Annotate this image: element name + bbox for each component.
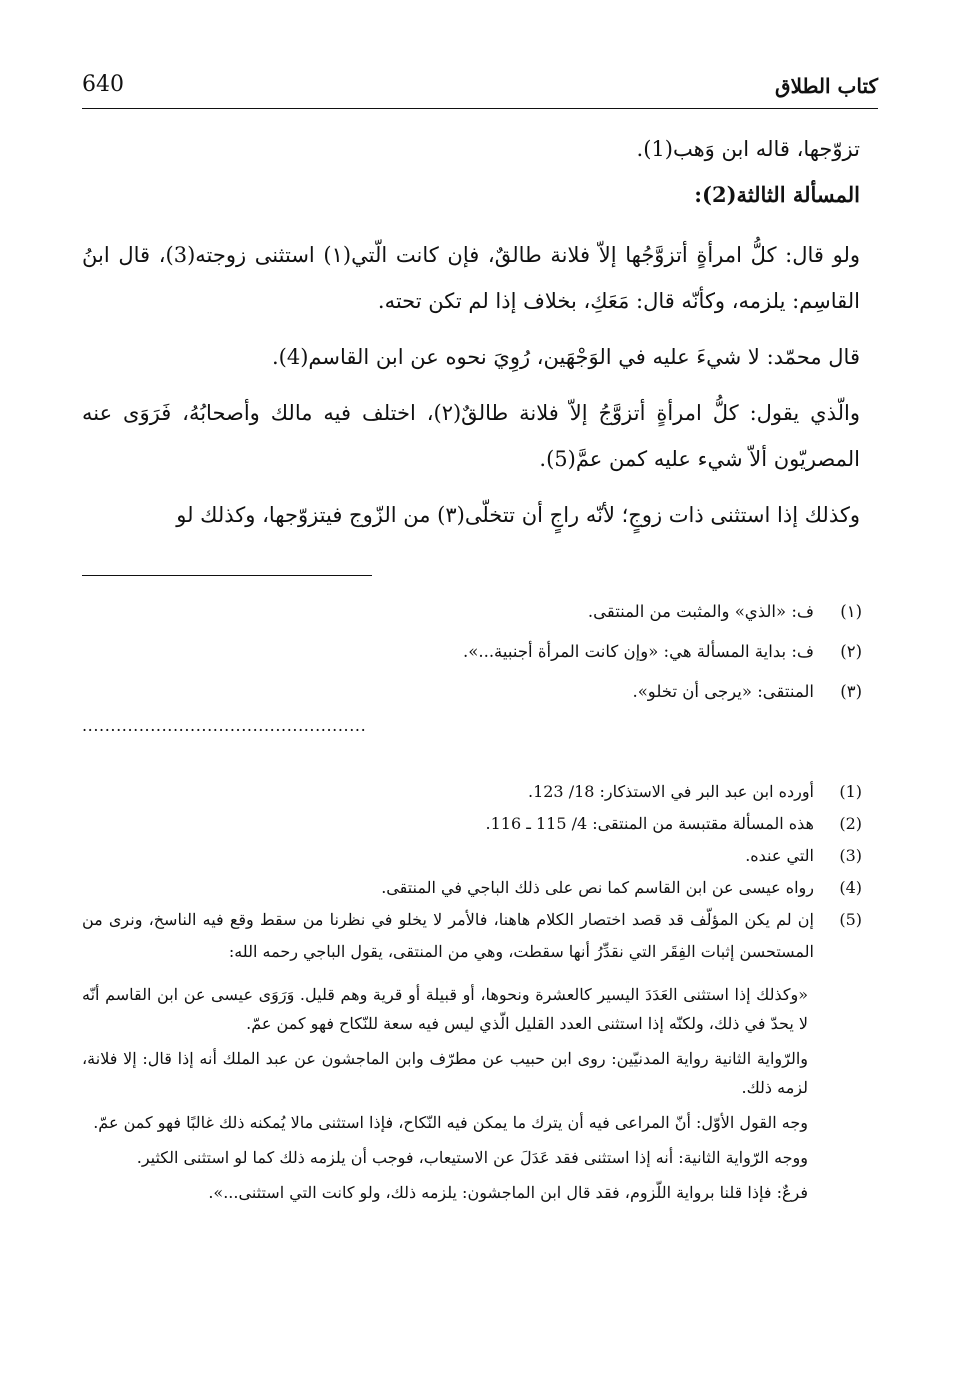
section-heading: المسألة الثالثة(2): (694, 182, 860, 207)
dotted-separator: .................................................. (82, 716, 367, 735)
note-text: المنتقى: «يرجى أن تخلو». (632, 682, 814, 701)
note-number: (٣) (840, 682, 862, 701)
note-number: (١) (840, 602, 862, 621)
quote-paragraph: وجه القول الأوّل: أنّ المراعى فيه أن يترك ما يمكن فيه النّكاح، فإذا استثنى مالا يُمكنه ذلك غالبًا فهو كمن عمّ. (93, 1113, 808, 1132)
variant-notes (82, 592, 862, 712)
quoted-passage (82, 980, 808, 1213)
note-text: هذه المسألة مقتبسة من المنتقى: 4/ 115 ـ 116. (485, 814, 814, 833)
note-number: (4) (839, 878, 862, 897)
editor-note (82, 872, 862, 904)
page-number: 640 (82, 72, 124, 97)
continuation-line: تزوّجها، قاله ابن وَهب(1). (636, 137, 860, 161)
paragraph-3: والّذي يقول: كلُّ امرأةٍ أتزوَّجُ إلاّ فلانة طالقٌ(٢)، اختلف فيه مالك وأصحابُهُ، فَرَوَى عنه المصريّون ألاّ شيء عليه كمن عمَّ(5). (82, 401, 860, 471)
paragraph-2: قال محمّد: لا شيءَ عليه في الوَجْهَين، رُوِيَ نحوه عن ابن القاسم(4). (271, 345, 860, 369)
editor-note (82, 808, 862, 840)
variant-note (82, 632, 862, 672)
note-text: إن لم يكن المؤلّف قد قصد اختصار الكلام هاهنا، فالأمر لا يخلو في نظرنا من سقط وقع فيه الناسخ، ونرى من المستحسن إثبات الفِقَر التي نقدِّرُ أنها سقطت، وهي من المنتقى، يقول الباجي رحمه الله: (82, 910, 814, 961)
page-header (82, 72, 878, 112)
editor-notes (82, 776, 862, 968)
footnote-rule (82, 575, 372, 576)
note-number: (5) (839, 910, 862, 929)
note-text: أورده ابن عبد البر في الاستذكار: 18/ 123. (527, 782, 814, 801)
quote-paragraph: فرعٌ: فإذا قلنا برواية اللّزوم، فقد قال ابن الماجشون: يلزمه ذلك، ولو كانت التي استثنى...». (208, 1183, 808, 1202)
main-text (82, 126, 860, 538)
editor-note (82, 776, 862, 808)
note-number: (2) (839, 814, 862, 833)
note-number: (٢) (840, 642, 862, 661)
note-text: التي عنده. (745, 846, 814, 865)
quote-paragraph: ووجه الرّواية الثانية: أنه إذا استثنى فقد عَدَلَ عن الاستيعاب، فوجب أن يلزمه ذلك كما لو استثنى الكثير. (136, 1148, 808, 1167)
note-number: (1) (839, 782, 862, 801)
header-rule (82, 108, 878, 109)
running-title: كتاب الطلاق (775, 74, 878, 98)
paragraph-4: وكذلك إذا استثنى ذات زوجٍ؛ لأنّه راجٍ أن تتخلّى(٣) من الزّوج فيتزوّجها، وكذلك لو (176, 503, 860, 527)
editor-note (82, 904, 862, 968)
paragraph-1: ولو قال: كلُّ امرأةٍ أتزوَّجُها إلاّ فلانة طالقٌ، فإن كانت الّتي(١) استثنى زوجته(3)، قال ابنُ القاسِم: يلزمه، وكأنّه قال: مَعَكِ، بخلاف إذا لم تكن تحته. (82, 243, 860, 313)
note-text: ف: «الذي» والمثبت من المنتقى. (587, 602, 814, 621)
quote-paragraph: والرّواية الثانية رواية المدنيّين: روى ابن حبيب عن مطرّف وابن الماجشون عن عبد الملك أنه إذا قال: إلا فلانة، لزمه ذلك. (82, 1049, 808, 1097)
note-text: رواه عيسى عن ابن القاسم كما نص على ذلك الباجي في المنتقى. (381, 878, 814, 897)
editor-note (82, 840, 862, 872)
variant-note (82, 672, 862, 712)
note-number: (3) (839, 846, 862, 865)
note-text: ف: بداية المسألة هي: «وإن كانت المرأة أجنبية...». (462, 642, 814, 661)
quote-paragraph: «وكذلك إذا استثنى العَدَدَ اليسير كالعشرة ونحوها، أو قبيلة أو قرية وهم قليل. وَرَوَى عيسى عن ابن القاسم أنّه لا يحدّ في ذلك، ولكنّه إذا استثنى العدد القليل الّذي ليس فيه سعة للنّكاح فهو كمن عمّ. (82, 985, 808, 1033)
variant-note (82, 592, 862, 632)
